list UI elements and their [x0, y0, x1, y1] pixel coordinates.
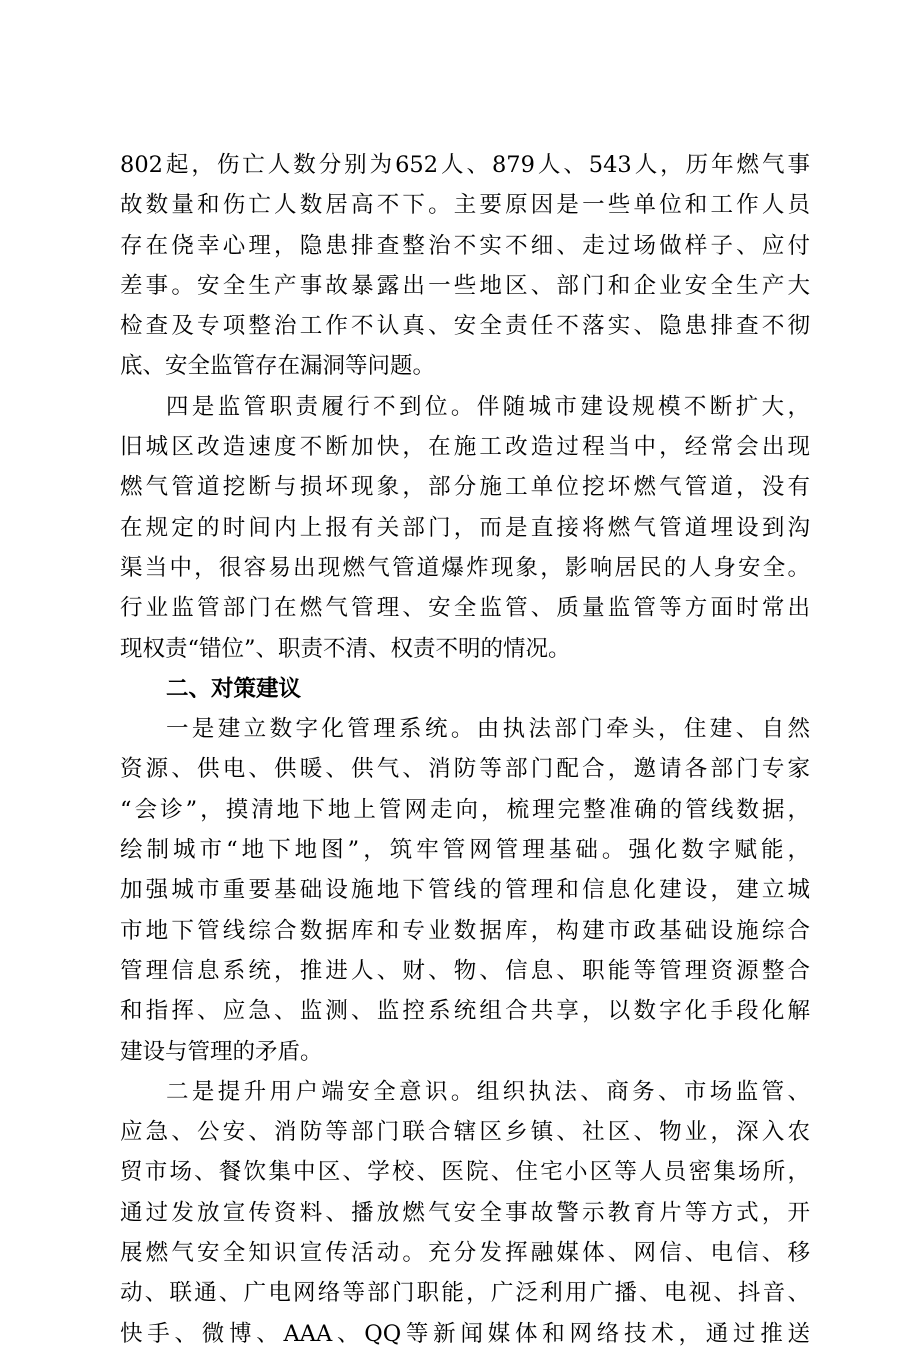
text-line: 现权责“错位”、职责不清、权责不明的情况。 — [120, 635, 571, 662]
document-body — [120, 145, 810, 1354]
text-line: 一是建立数字化管理系统。由执法部门牵头，住建、自然 — [166, 716, 810, 743]
text-line: 建设与管理的矛盾。 — [120, 1038, 323, 1065]
text-line: 和指挥、应急、监测、监控系统组合共享，以数字化手段化解 — [120, 998, 810, 1025]
text-line: 旧城区改造速度不断加快，在施工改造过程当中，经常会出现 — [120, 434, 810, 461]
text-line: 渠当中，很容易出现燃气管道爆炸现象，影响居民的人身安全。 — [120, 554, 810, 581]
text-line: 资源、供电、供暖、供气、消防等部门配合，邀请各部门专家 — [120, 756, 810, 783]
text-line: 展燃气安全知识宣传活动。充分发挥融媒体、网信、电信、移 — [120, 1240, 810, 1267]
text-line: 管理信息系统，推进人、财、物、信息、职能等管理资源整合 — [120, 957, 810, 984]
text-line: 动、联通、广电网络等部门职能，广泛利用广播、电视、抖音、 — [120, 1280, 810, 1307]
text-line: 通过发放宣传资料、播放燃气安全事故警示教育片等方式，开 — [120, 1199, 810, 1226]
text-line: 二是提升用户端安全意识。组织执法、商务、市场监管、 — [166, 1078, 810, 1105]
section-heading: 二、对策建议 — [166, 675, 302, 702]
text-line: 贸市场、餐饮集中区、学校、医院、住宅小区等人员密集场所， — [120, 1159, 810, 1186]
text-line: 存在侥幸心理，隐患排查整治不实不细、走过场做样子、应付 — [120, 232, 810, 259]
text-line: 行业监管部门在燃气管理、安全监管、质量监管等方面时常出 — [120, 595, 810, 622]
text-line: 检查及专项整治工作不认真、安全责任不落实、隐患排查不彻 — [120, 313, 810, 340]
text-line: 燃气管道挖断与损坏现象，部分施工单位挖坏燃气管道，没有 — [120, 474, 810, 501]
text-line: 市地下管线综合数据库和专业数据库，构建市政基础设施综合 — [120, 917, 810, 944]
text-line: 802起，伤亡人数分别为652人、879人、543人，历年燃气事 — [120, 152, 810, 178]
text-line: 底、安全监管存在漏洞等问题。 — [120, 353, 436, 380]
text-line: 快手、微博、AAA、QQ等新闻媒体和网络技术，通过推送 — [120, 1320, 810, 1347]
text-line: 绘制城市“地下地图”，筑牢管网管理基础。强化数字赋能， — [120, 837, 810, 864]
text-line: 故数量和伤亡人数居高不下。主要原因是一些单位和工作人员 — [120, 192, 810, 219]
text-line: 加强城市重要基础设施地下管线的管理和信息化建设，建立城 — [120, 877, 810, 904]
text-line: 四是监管职责履行不到位。伴随城市建设规模不断扩大， — [166, 393, 810, 420]
text-line: 在规定的时间内上报有关部门，而是直接将燃气管道埋设到沟 — [120, 514, 810, 541]
text-line: 差事。安全生产事故暴露出一些地区、部门和企业安全生产大 — [120, 272, 810, 299]
text-line: 应急、公安、消防等部门联合辖区乡镇、社区、物业，深入农 — [120, 1119, 810, 1146]
text-line: “会诊”，摸清地下地上管网走向，梳理完整准确的管线数据， — [120, 796, 810, 823]
